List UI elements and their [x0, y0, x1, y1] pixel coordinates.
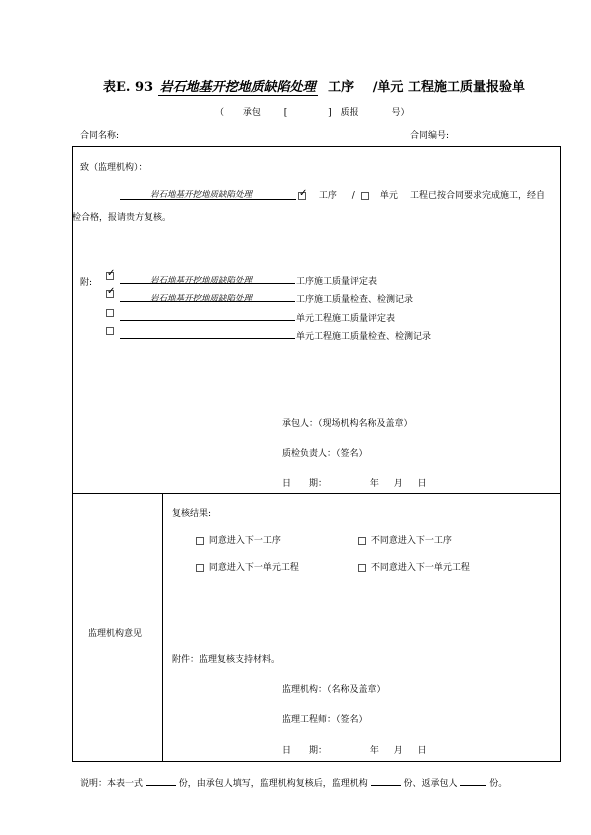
review-label: 复核结果: — [172, 509, 212, 519]
section-divider — [72, 493, 561, 494]
option-disagree-unit[interactable]: 不同意进入下一单元工程 — [358, 560, 470, 573]
table-number: 表E. 93 — [103, 80, 154, 95]
subtitle: （ 承包 [ ] 质报 号） — [215, 108, 410, 118]
attachment-row: 单元工程施工质量检查、检测记录 — [106, 326, 446, 340]
attachment-row: ✓ 岩石地基开挖地质缺陷处理 工序施工质量评定表 — [106, 271, 426, 285]
upper-date: 日 期： 年 月 日 — [282, 479, 427, 489]
checkbox-icon[interactable] — [196, 564, 204, 572]
contractor-label: 承包人：（现场机构名称及盖章） — [282, 419, 413, 429]
checkbox-icon[interactable] — [106, 272, 114, 280]
contract-no-label: 合同编号: — [410, 131, 450, 141]
attach-label: 附: — [80, 278, 93, 288]
title-work-name: 岩石地基开挖地质缺陷处理 — [159, 80, 316, 95]
completed-text-2: 检合格，报请贵方复核。 — [72, 213, 172, 223]
form-title — [103, 76, 525, 95]
work-name-underline — [120, 199, 296, 200]
side-label: 监理机构意见 — [88, 629, 143, 639]
option-disagree-process[interactable]: 不同意进入下一工序 — [358, 533, 452, 546]
checkbox-icon[interactable] — [361, 192, 369, 200]
option-agree-process[interactable]: 同意进入下一工序 — [196, 533, 281, 546]
checkbox-icon[interactable] — [106, 290, 114, 298]
qc-label: 质检负责人：（签名） — [282, 449, 368, 459]
work-name-field[interactable]: 岩石地基开挖地质缺陷处理 — [150, 190, 253, 200]
footer-note: 说明：本表一式 份，由承包人填写，监理机构复核后，监理机构 份、返承包人 份。 — [80, 779, 508, 789]
checkbox-icon[interactable] — [298, 192, 306, 200]
copies-total-field[interactable] — [146, 785, 176, 786]
completed-text: 工程已按合同要求完成施工，经自 — [410, 191, 546, 201]
unit-option[interactable]: 单元 — [361, 188, 398, 201]
supervisor-label: 监理机构：（名称及盖章） — [282, 685, 386, 695]
process-option[interactable]: ✓ 工序 / — [298, 188, 355, 201]
engineer-label: 监理工程师：（签名） — [282, 715, 368, 725]
copies-supervisor-field[interactable] — [371, 785, 401, 786]
checkbox-icon[interactable] — [196, 537, 204, 545]
title-unit: /单元 工程施工质量报验单 — [372, 80, 525, 95]
attachment-row: ✓ 岩石地基开挖地质缺陷处理 工序施工质量检查、检测记录 — [106, 289, 426, 303]
checkbox-icon[interactable] — [358, 564, 366, 572]
option-agree-unit[interactable]: 同意进入下一单元工程 — [196, 560, 299, 573]
checkbox-icon[interactable] — [358, 537, 366, 545]
checkbox-icon[interactable] — [106, 309, 114, 317]
attachment-row: 单元工程施工质量评定表 — [106, 308, 426, 322]
contract-name-label: 合同名称: — [80, 131, 120, 141]
to-label: 致（监理机构）： — [80, 163, 148, 173]
title-process: 工序 — [328, 80, 355, 95]
checkbox-icon[interactable] — [106, 327, 114, 335]
lower-date: 日 期： 年 月 日 — [282, 746, 427, 756]
copies-contractor-field[interactable] — [460, 785, 486, 786]
side-divider — [162, 493, 163, 762]
supervisor-attach: 附件：监理复核支持材料。 — [172, 655, 281, 665]
